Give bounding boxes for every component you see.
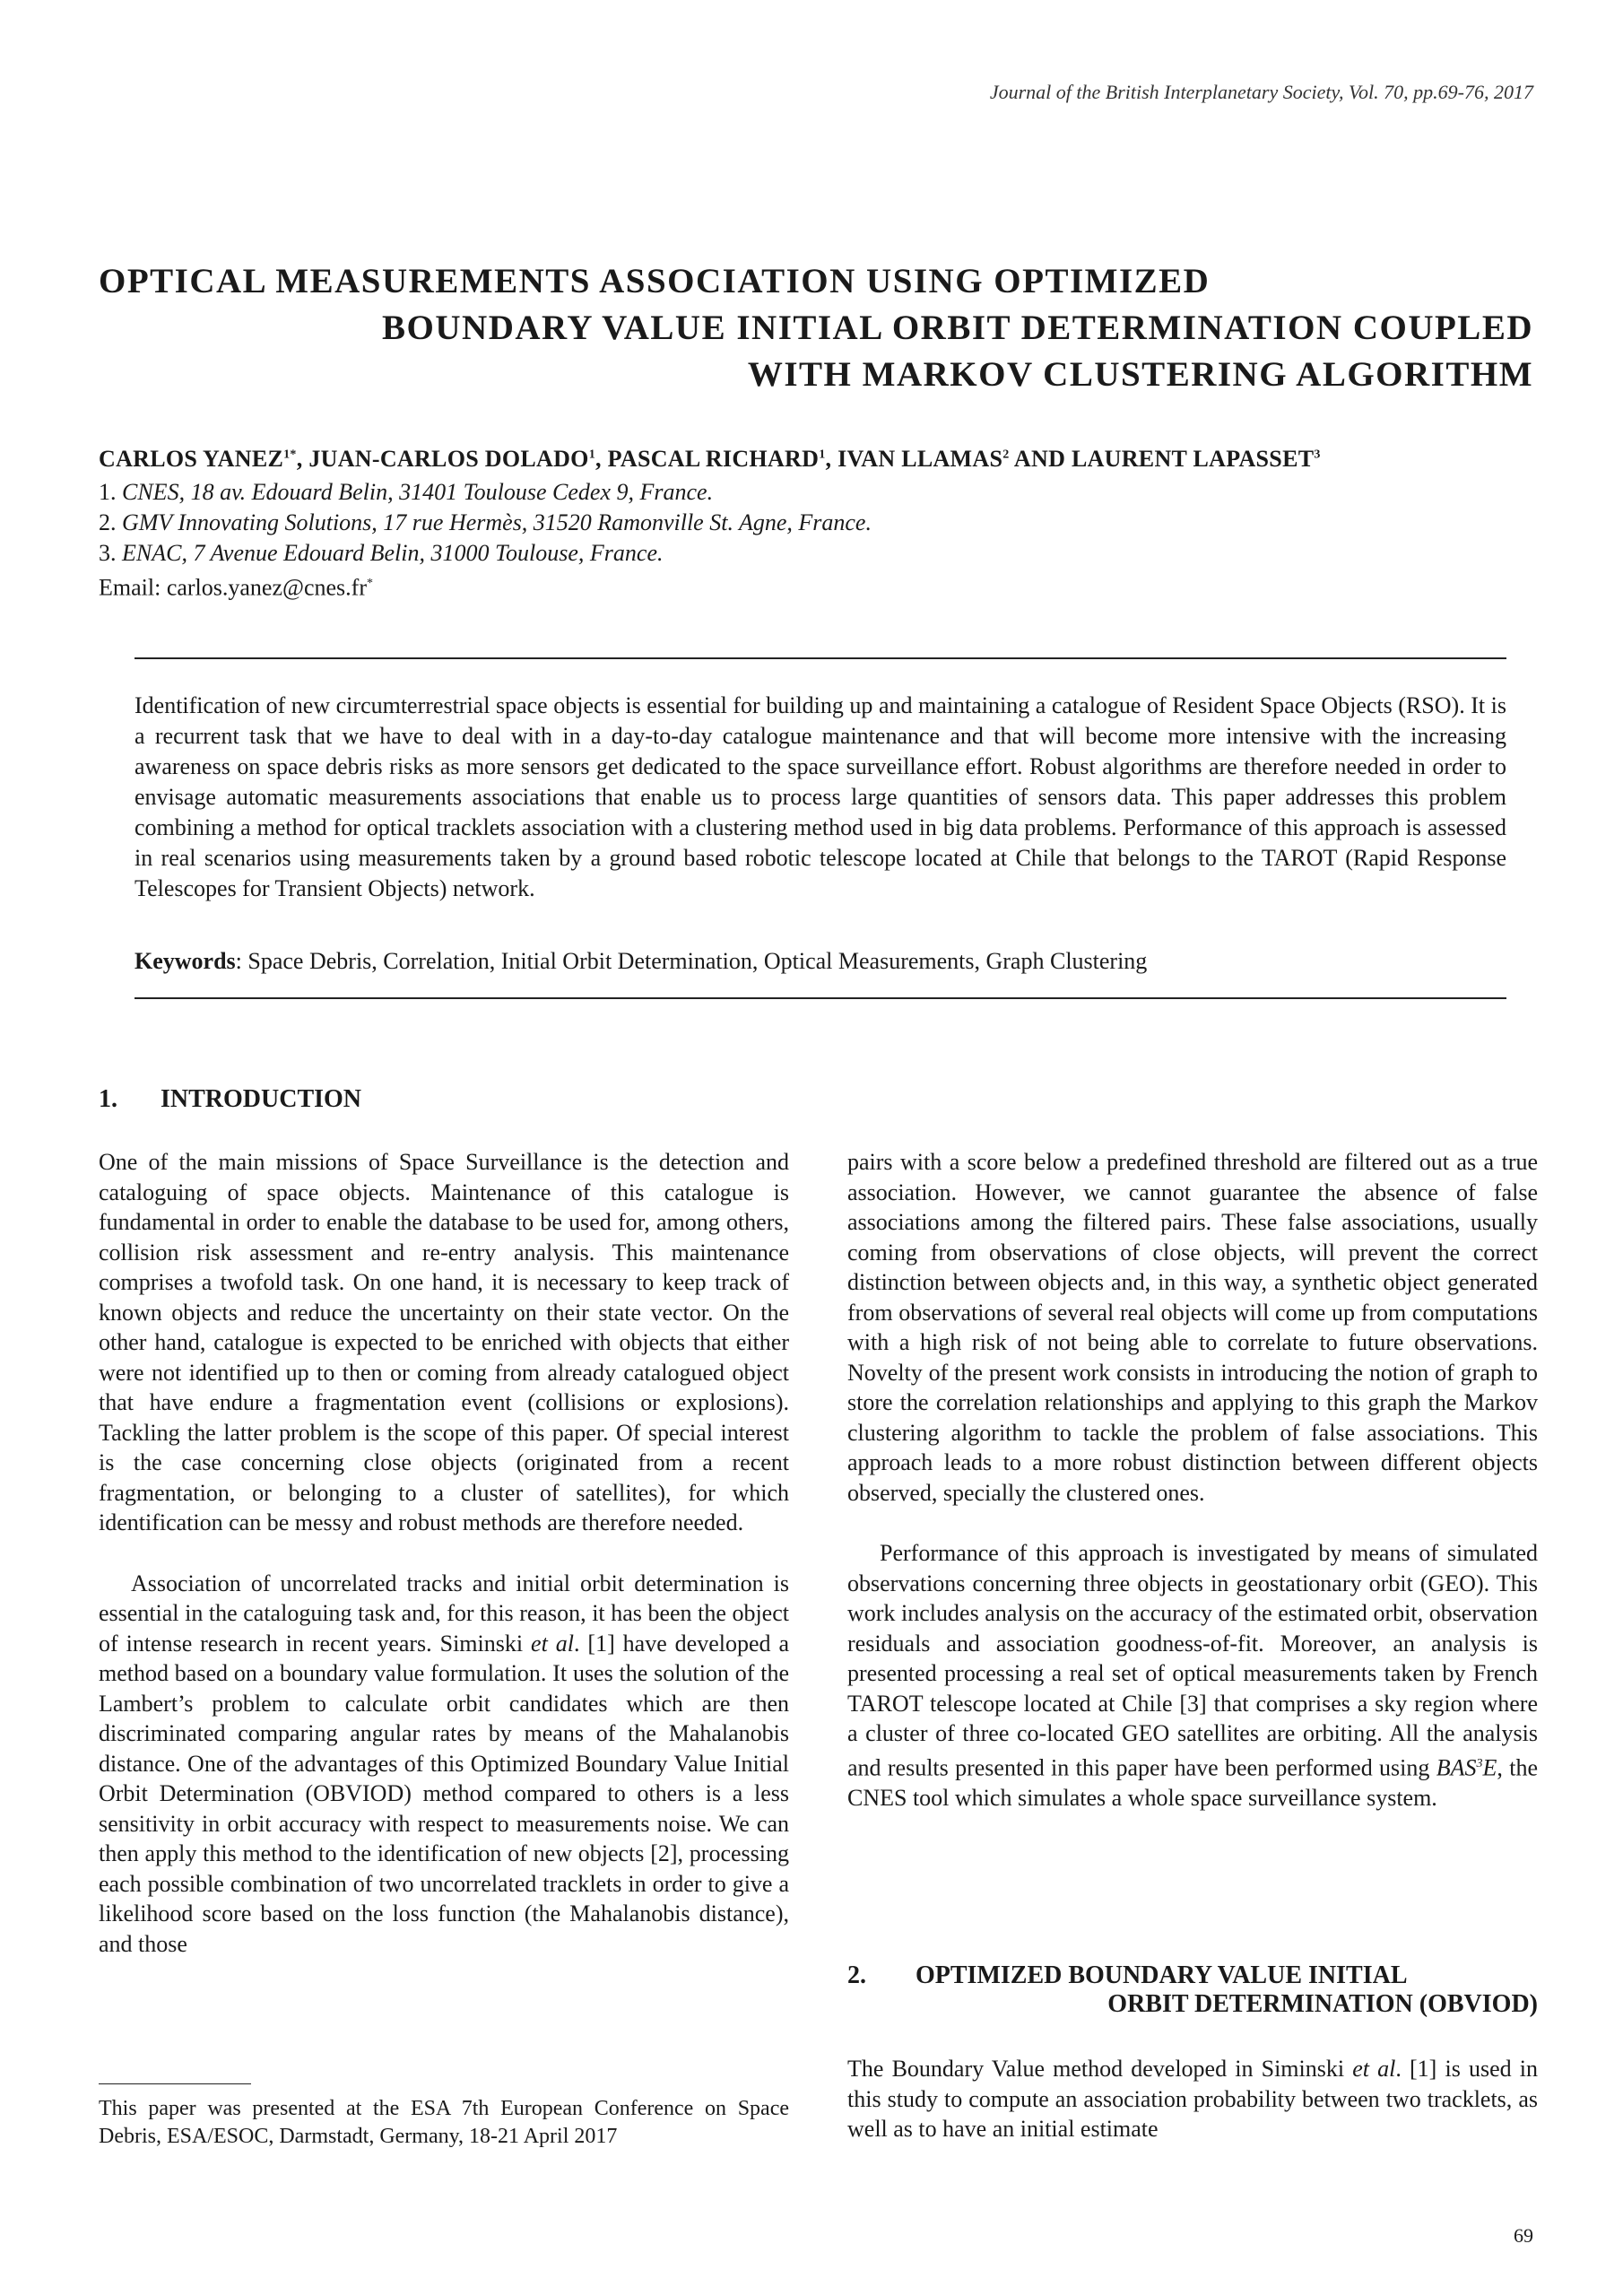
title-line-1: OPTICAL MEASUREMENTS ASSOCIATION USING OPTIMIZED bbox=[99, 262, 1211, 300]
page-number: 69 bbox=[1514, 2224, 1533, 2247]
abstract-bottom-rule bbox=[135, 997, 1506, 999]
abstract-top-rule bbox=[135, 657, 1506, 659]
title-line-3: WITH MARKOV CLUSTERING ALGORITHM bbox=[747, 355, 1533, 394]
author-list bbox=[99, 446, 1321, 473]
paragraph: pairs with a score below a predefined threshold are filtered out as a true association. However, we cannot guarantee the absence of false associations among the filtered pairs. These false associations, usually coming from observations of close objects, will prevent the correct distinction between objects and, in this way, a synthetic object generated from observations of several real objects will come up from computations with a high risk of not being able to correlate to future observations. Novelty of the present work consists in introducing the notion of graph to store the correlation relationships and applying to this graph the Markov clustering algorithm to tackle the problem of false associations. This approach leads to a more robust distinction between different objects observed, specially the clustered ones. bbox=[847, 1149, 1538, 1506]
keywords-text: : Space Debris, Correlation, Initial Orbit Determination, Optical Measurements, Graph Clustering bbox=[235, 948, 1148, 974]
section-title: INTRODUCTION bbox=[161, 1085, 362, 1113]
right-column-continued bbox=[847, 2054, 1538, 2144]
author-sup: 2 bbox=[1002, 448, 1010, 462]
author-name: AND LAURENT LAPASSET bbox=[1009, 446, 1315, 472]
paragraph: Association of uncorrelated tracks and initial orbit determination is essential in the cataloguing task and, for this reason, it has been the object of intense research in recent years. Siminski et al. [1] have developed a method based on a boundary value formulation. It uses the solution of the Lambert’s problem to calculate orbit candidates which are then discriminated comparing angular rates by means of the Mahalanobis distance. One of the advantages of this Optimized Boundary Value Initial Orbit Determination (OBVIOD) method compared to others is a less sensitivity in orbit accuracy with respect to measurements noise. We can then apply this method to the identification of new objects [2], processing each possible combination of two uncorrelated tracklets in order to give a likelihood score based on the loss function (the Mahalanobis distance), and those bbox=[99, 1570, 790, 1957]
author-name: , JUAN-CARLOS DOLADO bbox=[296, 446, 589, 472]
affiliation-1: 1. CNES, 18 av. Edouard Belin, 31401 Toulouse Cedex 9, France. bbox=[99, 479, 714, 505]
paragraph: Performance of this approach is investigated by means of simulated observations concerning three objects in geostationary orbit (GEO). This work includes analysis on the accuracy of the estimated orbit, observation residuals and association goodness-of-fit. Moreover, an analysis is presented processing a real set of optical measurements taken by French TAROT telescope located at Chile [3] that comprises a sky region where a cluster of three co-located GEO satellites are orbiting. All the analysis and results presented in this paper have been performed using BAS$^3$E, the CNES tool which simulates a whole space surveillance system. bbox=[847, 1540, 1538, 1811]
section-1-heading bbox=[99, 1085, 361, 1114]
section-2-heading bbox=[847, 1961, 1538, 2019]
affiliation-3: 3. ENAC, 7 Avenue Edouard Belin, 31000 Toulouse, France. bbox=[99, 540, 664, 566]
author-name: , PASCAL RICHARD bbox=[595, 446, 820, 472]
author-sup: 1* bbox=[283, 448, 297, 462]
footnote: This paper was presented at the ESA 7th European Conference on Space Debris, ESA/ESOC, Darmstadt, Germany, 18-21 April 2017 bbox=[99, 2097, 789, 2148]
title-line-2: BOUNDARY VALUE INITIAL ORBIT DETERMINATION COUPLED bbox=[382, 309, 1533, 347]
author-name: , IVAN LLAMAS bbox=[825, 446, 1003, 472]
section-title-line-1: OPTIMIZED BOUNDARY VALUE INITIAL bbox=[916, 1961, 1408, 1989]
left-column bbox=[99, 1147, 789, 1959]
keywords-label: Keywords bbox=[135, 948, 236, 974]
section-number: 1. bbox=[99, 1085, 117, 1113]
author-sup: 1 bbox=[588, 448, 596, 462]
abstract: Identification of new circumterrestrial space objects is essential for building up and maintaining a catalogue of Resident Space Objects (RSO). It is a recurrent task that we have to deal with in a day-to-day catalogue maintenance and that will become more intensive with the increasing awareness on space debris risks as more sensors get dedicated to the space surveillance effort. Robust algorithms are therefore needed in order to envisage automatic measurements associations that enable us to process large quantities of sensors data. This paper addresses this problem combining a method for optical tracklets association with a clustering method used in big data problems. Performance of this approach is assessed in real scenarios using measurements taken by a ground based robotic telescope located at Chile that belongs to the TAROT (Rapid Response Telescopes for Transient Objects) network. bbox=[135, 692, 1506, 901]
right-column bbox=[847, 1147, 1538, 1813]
paragraph: The Boundary Value method developed in Siminski et al. [1] is used in this study to compute an association probability between two tracklets, as well as to have an initial estimate bbox=[847, 2056, 1538, 2142]
author-sup: 1 bbox=[819, 448, 826, 462]
journal-citation: Journal of the British Interplanetary Society, Vol. 70, pp.69-76, 2017 bbox=[989, 81, 1533, 103]
author-sup: 3 bbox=[1314, 448, 1321, 462]
paragraph: One of the main missions of Space Surveillance is the detection and cataloguing of space objects. Maintenance of this catalogue is fundamental in order to enable the database to be used for, among others, collision risk assessment and re-entry analysis. This maintenance comprises a twofold task. On one hand, it is necessary to keep track of known objects and reduce the uncertainty on their state vector. On the other hand, catalogue is expected to be enriched with objects that either were not identified up to then or coming from already catalogued object that have endure a fragmentation event (collisions or explosions). Tackling the latter problem is the scope of this paper. Of special interest is the case concerning close objects (originated from a recent fragmentation, or belonging to a cluster of satellites), for which identification can be messy and robust methods are therefore needed. bbox=[99, 1149, 789, 1535]
footnote-rule bbox=[99, 2083, 251, 2084]
section-title-line-2: ORBIT DETERMINATION (OBVIOD) bbox=[1107, 1990, 1538, 2018]
affiliation-2: 2. GMV Innovating Solutions, 17 rue Hermès, 31520 Ramonville St. Agne, France. bbox=[99, 509, 872, 535]
keywords bbox=[135, 948, 1147, 975]
section-number: 2. bbox=[847, 1961, 866, 1989]
author-name: CARLOS YANEZ bbox=[99, 446, 284, 472]
contact-email: Email: carlos.yanez@cnes.fr* bbox=[99, 574, 373, 601]
